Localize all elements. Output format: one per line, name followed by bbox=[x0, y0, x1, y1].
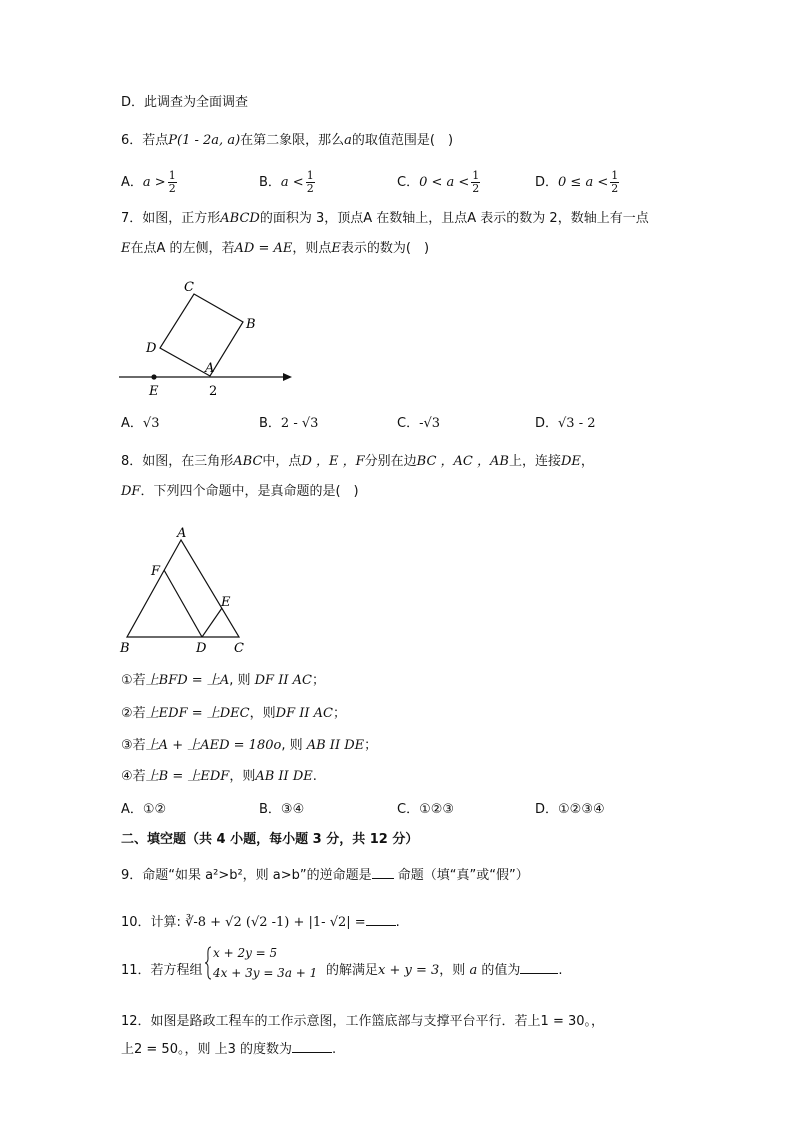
q7-option-b: B．2 - √3 bbox=[259, 416, 319, 431]
q6-option-b: B．a < $\frac{1}{2}$ bbox=[259, 169, 314, 195]
q7-label-d: D bbox=[146, 341, 157, 356]
q8-label-c: C bbox=[234, 641, 244, 656]
q8-triangle-abc bbox=[127, 540, 239, 637]
q10-line: 10．计算: ∛-8 + √2 (√2 -1) + |1- √2| = . bbox=[121, 911, 400, 932]
q8-label-d: D bbox=[196, 641, 207, 656]
q12-blank bbox=[292, 1038, 332, 1053]
q8-label-b: B bbox=[120, 641, 130, 656]
q6-stem: 6．若点P(1 - 2a, a)在第二象限，那么a的取值范围是( ) bbox=[121, 133, 454, 148]
q8-label-a: A bbox=[177, 526, 187, 541]
q7-label-a: A bbox=[205, 361, 215, 376]
q7-option-c: C．-√3 bbox=[397, 416, 441, 431]
q11-label: 11．若方程组 bbox=[121, 963, 203, 978]
q12-line2: 上2 = 50。，则 上3 的度数为 . bbox=[121, 1038, 336, 1059]
q12-line1: 12．如图是路政工程车的工作示意图，工作篮底部与支撑平台平行．若上1 = 30。， bbox=[121, 1014, 605, 1029]
q8-segment-de bbox=[202, 608, 222, 637]
q8-label-f: F bbox=[151, 564, 161, 579]
q11-blank bbox=[520, 964, 558, 974]
q5-option-d: D．此调查为全面调查 bbox=[121, 95, 249, 110]
q7-label-e: E bbox=[149, 384, 159, 399]
q7-option-a: A．√3 bbox=[121, 416, 160, 431]
section-2-title: 二、填空题（共 4 小题，每小题 3 分，共 12 分） bbox=[121, 832, 419, 847]
q7-line2: E在点A 的左侧，若AD = AE，则点E表示的数为( ) bbox=[121, 241, 430, 256]
q6-option-c: C．0 < a < $\frac{1}{2}$ bbox=[397, 169, 480, 195]
q8-line2: DF．下列四个命题中，是真命题的是( ) bbox=[121, 484, 359, 499]
q7-label-b: B bbox=[246, 317, 256, 332]
q7-option-d: D．√3 - 2 bbox=[535, 416, 596, 431]
q7-label-two: 2 bbox=[209, 384, 218, 399]
q8-option-d: D．①②③④ bbox=[535, 802, 605, 817]
q10-blank bbox=[366, 911, 396, 926]
q8-option-c: C．①②③ bbox=[397, 802, 455, 817]
q8-label-e: E bbox=[221, 595, 231, 610]
q8-line1: 8．如图，在三角形ABC中，点D ，E ，F分别在边BC ，AC ，AB上，连接DE， bbox=[121, 454, 594, 469]
q8-prop-1: ①若上BFD = 上A, 则 DF II AC； bbox=[121, 673, 325, 688]
q11-rest: 的解满足x + y = 3，则 a 的值为 . bbox=[326, 963, 563, 978]
q11-brace bbox=[204, 946, 212, 980]
q8-option-a: A．①② bbox=[121, 802, 167, 817]
q8-prop-2: ②若上EDF = 上DEC，则DF II AC； bbox=[121, 706, 346, 721]
q9-line: 9．命题“如果 a²>b²，则 a>b”的逆命题是 命题（填“真”或“假”） bbox=[121, 864, 529, 885]
q8-segment-df bbox=[164, 570, 202, 637]
q8-option-b: B．③④ bbox=[259, 802, 305, 817]
q11-eq2: 4x + 3y = 3a + 1 bbox=[213, 966, 318, 980]
q6-option-a: A．a > $\frac{1}{2}$ bbox=[121, 169, 176, 195]
q7-line1: 7．如图，正方形ABCD的面积为 3，顶点A 在数轴上，且点A 表示的数为 2，数轴上有一点 bbox=[121, 211, 649, 226]
q8-prop-3: ③若上A + 上AED = 180o, 则 AB II DE； bbox=[121, 738, 378, 753]
q7-label-c: C bbox=[184, 280, 194, 295]
q6-option-d: D．0 ≤ a < $\frac{1}{2}$ bbox=[535, 169, 619, 195]
q11-eq1: x + 2y = 5 bbox=[213, 946, 278, 960]
q8-prop-4: ④若上B = 上EDF，则AB II DE. bbox=[121, 769, 317, 784]
q6-point: P(1 - 2a, a) bbox=[168, 133, 241, 148]
q9-blank bbox=[372, 864, 394, 879]
